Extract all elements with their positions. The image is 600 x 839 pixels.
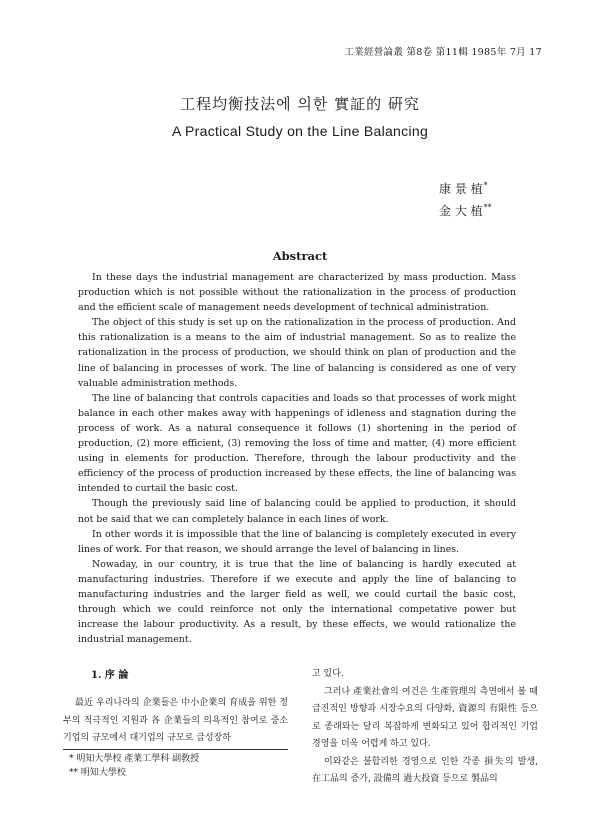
author-name: 康 景 植 <box>439 182 483 196</box>
body-paragraph: 그러나 產業社會의 여건은 生產管理의 측면에서 볼 때 급진적인 방향과 시장수요의 다양화, 資源의 有限性 등으로 종래와는 달리 복잡하게 변화되고 있어 합리적인 기업경영을 더욱 어렵게 하고 있다. <box>312 686 538 749</box>
author-mark: * <box>483 181 488 190</box>
author-2 <box>439 202 492 224</box>
body-column-right <box>312 666 538 789</box>
footnote: * 明知大學校 產業工學科 副敎授 <box>69 754 200 764</box>
author-list <box>439 180 492 224</box>
korean-title: 工程均衡技法에 의한 實証的 硏究 <box>180 95 420 113</box>
english-title: A Practical Study on the Line Balancing <box>171 123 429 139</box>
abstract-paragraph: In these days the industrial management are characterized by mass production. Mass production which is not possible without the rationalization in the process of production and the efficient scale of management needs development of technical administration. <box>78 272 516 314</box>
abstract-heading: Abstract <box>272 249 328 263</box>
author-mark: ** <box>483 203 492 212</box>
footnote: ** 明知大學校 <box>69 768 126 778</box>
abstract-paragraph: In other words it is impossible that the line of balancing is completely executed in every lines of work. For that reason, we should arrange the level of balancing in lines. <box>78 528 516 555</box>
section-heading: 1. 序 論 <box>91 670 129 681</box>
abstract-paragraph: The line of balancing that controls capacities and loads so that processes of work might balance in each other makes away with happenings of idleness and stagnation during the process of work. As a natural consequence it follows (1) shortening in the period of production, (2) more efficient, (3) removing the loss of time and matter, (4) more efficient using in elements for production. Therefore, through the labour productivity and the efficiency of the process of production increased by these effects, the line of balancing was intended to curtail the basic cost. <box>78 392 516 495</box>
body-paragraph: 고 있다. <box>312 669 344 679</box>
abstract-paragraph: Though the previously said line of balancing could be applied to production, it should not be said that we can completely balance in each lines of work. <box>78 498 516 525</box>
body-paragraph: 이와같은 불합리한 경영으로 인한 각종 損失의 발생, 在工品의 증가, 設備의 過大投資 등으로 製品의 <box>312 756 538 784</box>
abstract-paragraph: The object of this study is set up on the rationalization in the process of production. And this rationalization is a means to the aim of industrial management. So as to realize the rationalization in the process of production, we should think on plan of production and the line of balancing in processes of work. The line of balancing is considered as one of very valuable administration methods. <box>78 317 516 389</box>
body-paragraph: 最近 우리나라의 企業들은 中小企業의 育成을 위한 정부의 적극적인 지원과 各 企業들의 의욕적인 참여로 중소기업의 규모에서 대기업의 규모로 급성장하 <box>63 698 288 743</box>
author-1 <box>439 180 492 202</box>
author-name: 金 大 植 <box>439 204 483 218</box>
running-head: 工業經營論叢 第8卷 第11輯 1985年 7月 17 <box>344 47 542 58</box>
footnotes <box>63 749 288 780</box>
body-column-left <box>63 666 288 748</box>
abstract-body <box>78 270 516 647</box>
abstract-paragraph: Nowaday, in our country, it is true that the line of balancing is hardly executed at manufacturing industries. Therefore if we execute and apply the line of balancing to manufacturing industries and the larger field as well, we could curtail the basic cost, through which we could reinforce not only the international competative power but increase the labour productivity. As a result, by these effects, we would rationalize the industrial management. <box>78 558 516 646</box>
